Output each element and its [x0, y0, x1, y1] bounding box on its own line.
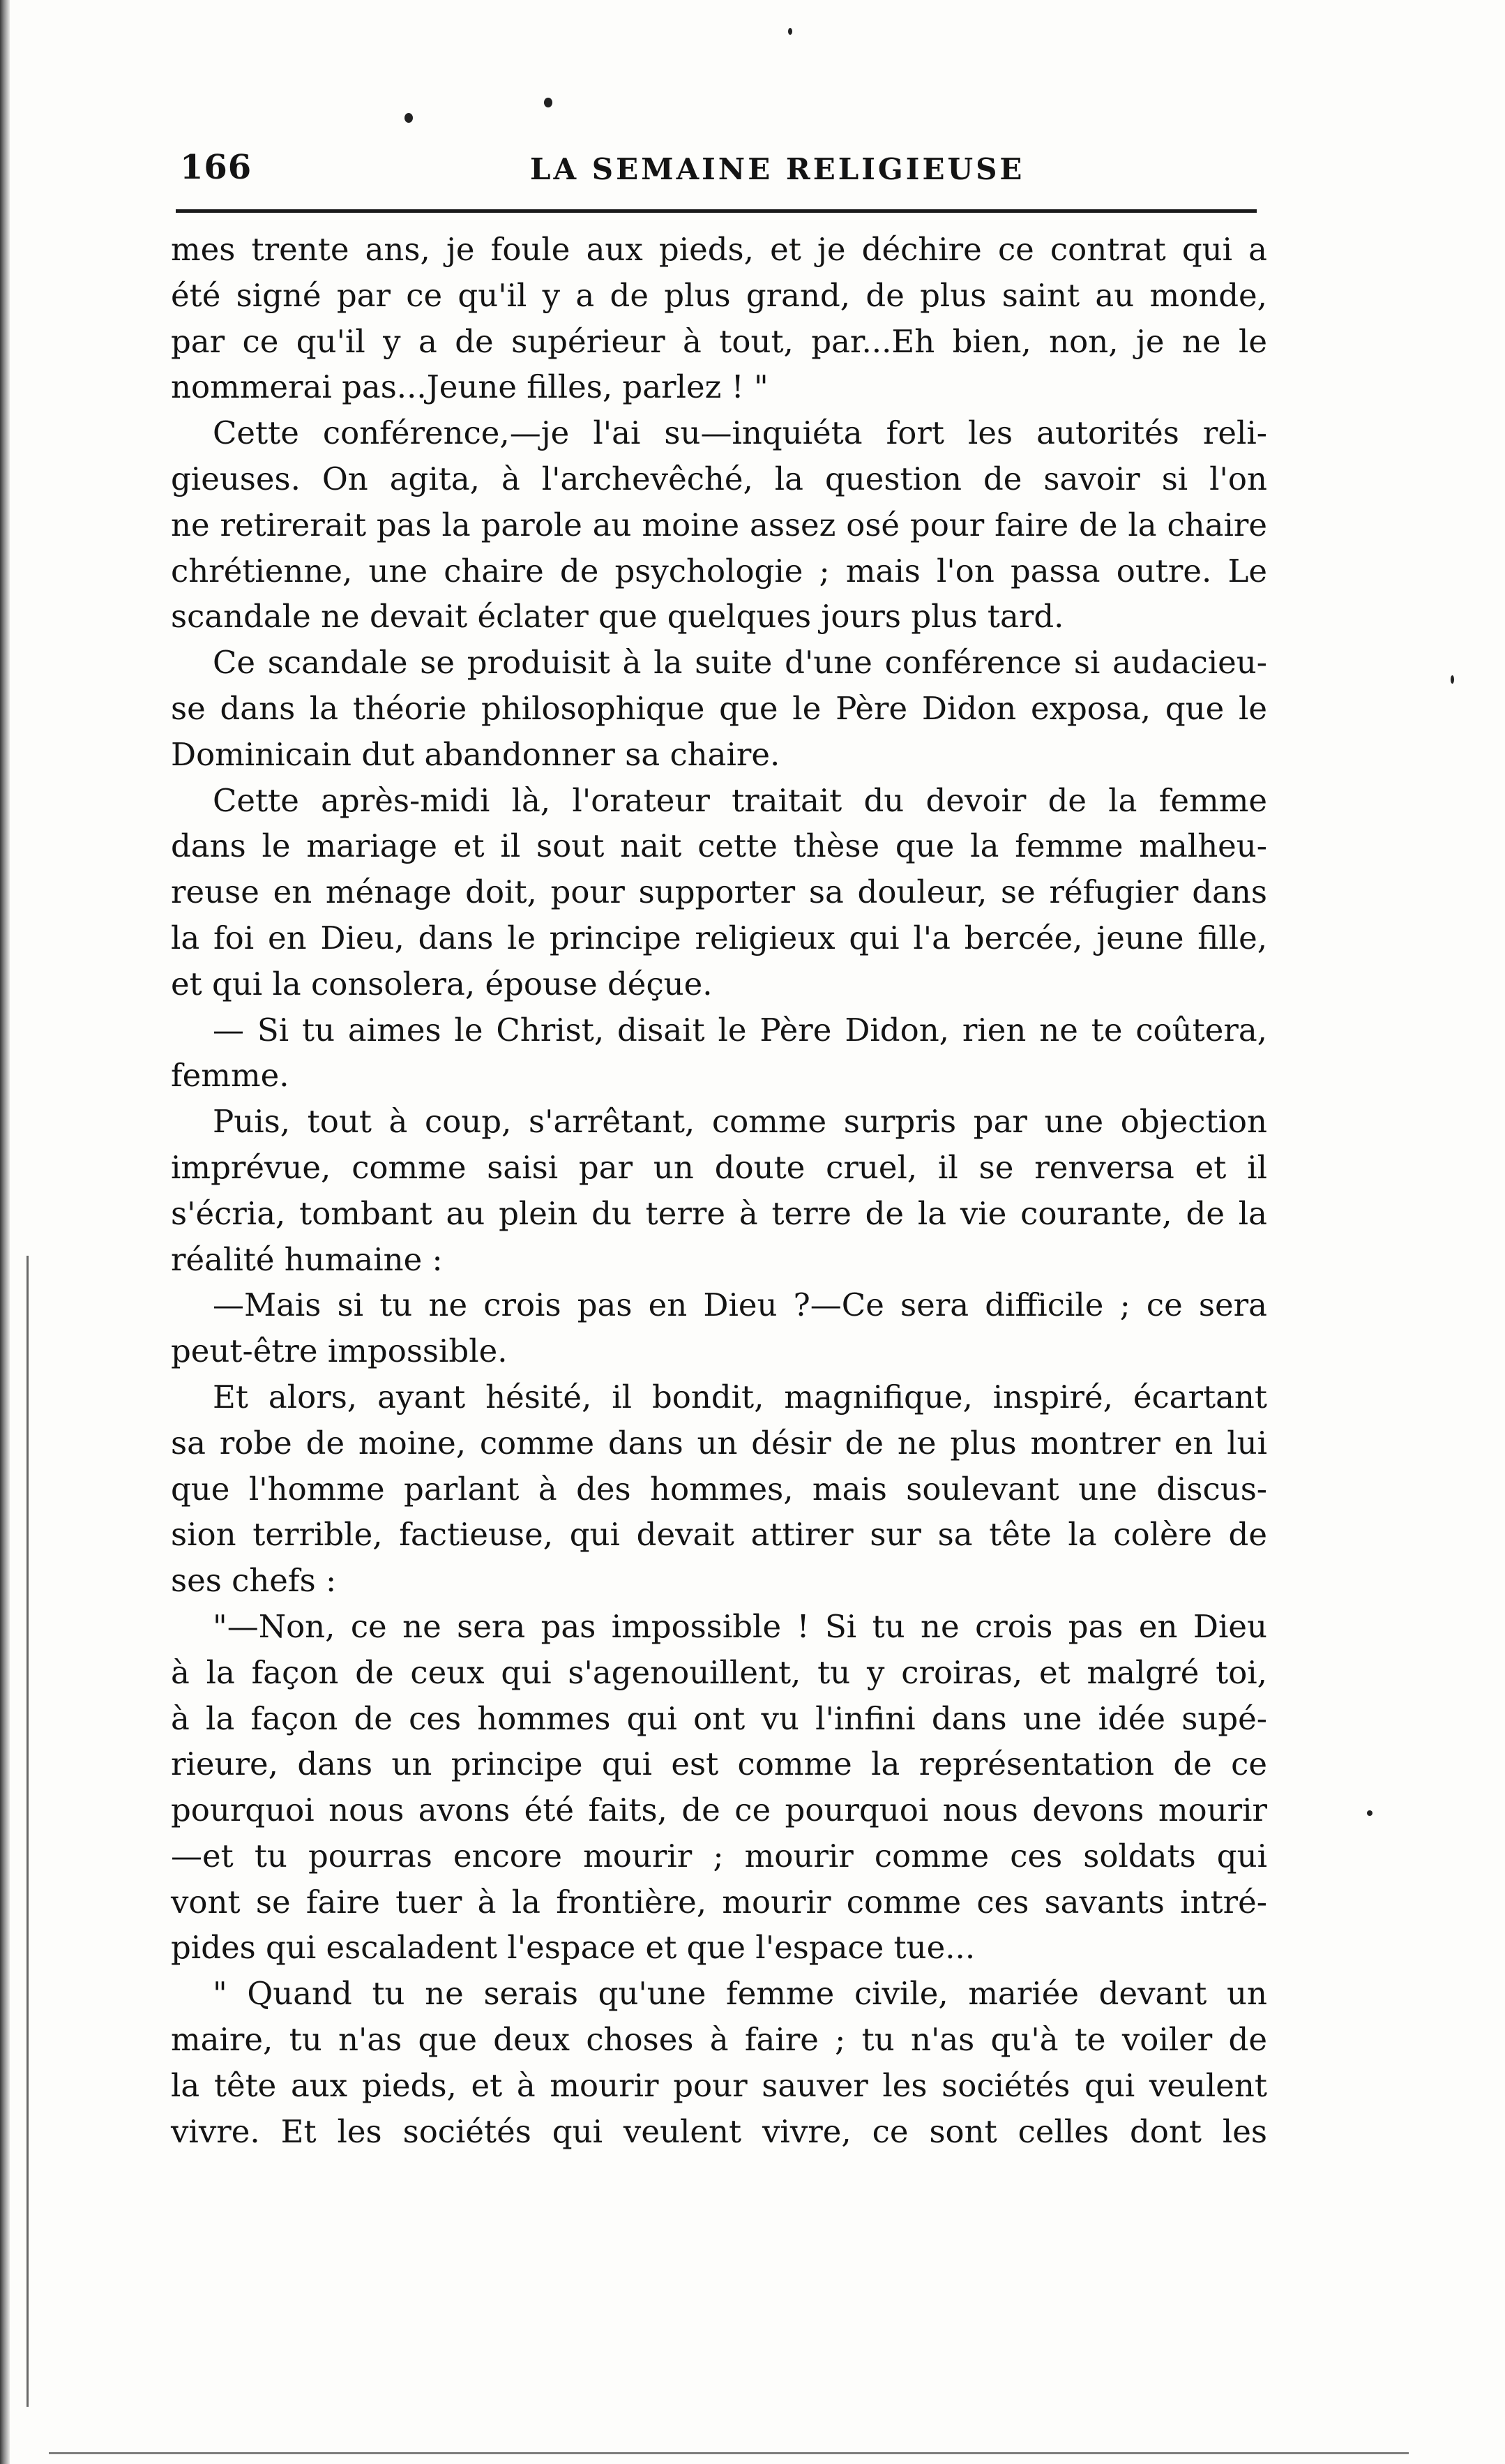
text-line: peut-être impossible.	[171, 1332, 508, 1370]
text-line: vivre. Et les sociétés qui veulent vivre, ce sont celles dont les	[171, 2112, 1267, 2150]
text-line: réalité humaine :	[171, 1240, 443, 1278]
text-line: par ce qu'il y a de supérieur à tout, par...Eh bien, non, je ne le	[171, 322, 1267, 360]
binding-shadow-line	[27, 1256, 29, 2407]
text-line: Cette après-midi là, l'orateur traitait du devoir de la femme	[213, 781, 1267, 819]
text-line: Cette conférence,—je l'ai su—inquiéta fort les autorités reli-	[213, 414, 1267, 452]
scan-speck	[404, 113, 413, 123]
text-line: Puis, tout à coup, s'arrêtant, comme surpris par une objection	[213, 1103, 1267, 1141]
text-line: ne retirerait pas la parole au moine assez osé pour faire de la chaire	[171, 506, 1267, 543]
text-line: nommerai pas...Jeune filles, parlez ! "	[171, 368, 769, 406]
scan-speck	[1451, 675, 1454, 684]
text-line: la tête aux pieds, et à mourir pour sauver les sociétés qui veulent	[171, 2066, 1267, 2104]
binding-edge	[0, 0, 10, 2464]
text-line: sion terrible, factieuse, qui devait attirer sur sa tête la colère de	[171, 1516, 1267, 1554]
text-line: Ce scandale se produisit à la suite d'une conférence si audacieu-	[213, 644, 1267, 682]
text-line: Et alors, ayant hésité, il bondit, magnifique, inspiré, écartant	[213, 1378, 1267, 1415]
text-line: — Si tu aimes le Christ, disait le Père Didon, rien ne te coûtera,	[213, 1011, 1267, 1049]
text-line: scandale ne devait éclater que quelques jours plus tard.	[171, 598, 1064, 636]
text-line: se dans la théorie philosophique que le Père Didon exposa, que le	[171, 689, 1267, 727]
text-line: et qui la consolera, épouse déçue.	[171, 965, 713, 1002]
scan-speck	[544, 98, 552, 107]
page-number: 166	[180, 148, 252, 187]
text-line: femme.	[171, 1057, 289, 1095]
text-line: chrétienne, une chaire de psychologie ; mais l'on passa outre. Le	[171, 552, 1267, 589]
text-line: sa robe de moine, comme dans un désir de ne plus montrer en lui	[171, 1424, 1267, 1462]
text-line: que l'homme parlant à des hommes, mais soulevant une discus-	[171, 1470, 1267, 1508]
body-text	[171, 227, 1267, 2154]
text-line: " Quand tu ne serais qu'une femme civile, mariée devant un	[213, 1975, 1267, 2013]
running-title: LA SEMAINE RELIGIEUSE	[530, 152, 1025, 186]
text-line: maire, tu n'as que deux choses à faire ; tu n'as qu'à te voiler de	[171, 2021, 1267, 2059]
text-line: "—Non, ce ne sera pas impossible ! Si tu ne crois pas en Dieu	[213, 1607, 1267, 1645]
header-rule	[176, 209, 1257, 213]
text-line: dans le mariage et il sout nait cette thèse que la femme malheu-	[171, 827, 1267, 865]
text-line: vont se faire tuer à la frontière, mourir comme ces savants intré-	[171, 1883, 1267, 1921]
text-line: la foi en Dieu, dans le principe religieux qui l'a bercée, jeune fille,	[171, 919, 1267, 956]
text-line: reuse en ménage doit, pour supporter sa douleur, se réfugier dans	[171, 873, 1267, 911]
text-line: à la façon de ces hommes qui ont vu l'infini dans une idée supé-	[171, 1699, 1267, 1737]
text-line: mes trente ans, je foule aux pieds, et je déchire ce contrat qui a	[171, 231, 1267, 268]
text-line: pourquoi nous avons été faits, de ce pourquoi nous devons mourir	[171, 1791, 1267, 1829]
text-line: à la façon de ceux qui s'agenouillent, tu y croiras, et malgré toi,	[171, 1653, 1267, 1691]
text-line: s'écria, tombant au plein du terre à terre de la vie courante, de la	[171, 1194, 1267, 1232]
text-line: pides qui escaladent l'espace et que l'espace tue...	[171, 1929, 976, 1967]
text-line: —et tu pourras encore mourir ; mourir comme ces soldats qui	[171, 1837, 1267, 1875]
text-line: imprévue, comme saisi par un doute cruel, il se renversa et il	[171, 1148, 1267, 1186]
text-line: été signé par ce qu'il y a de plus grand, de plus saint au monde,	[171, 276, 1267, 314]
text-line: rieure, dans un principe qui est comme la représentation de ce	[171, 1745, 1267, 1783]
text-line: Dominicain dut abandonner sa chaire.	[171, 735, 780, 773]
text-line: gieuses. On agita, à l'archevêché, la question de savoir si l'on	[171, 460, 1267, 497]
scan-speck	[1367, 1810, 1372, 1816]
bottom-edge-rule	[49, 2452, 1409, 2454]
text-line: ses chefs :	[171, 1562, 337, 1600]
text-line: —Mais si tu ne crois pas en Dieu ?—Ce sera difficile ; ce sera	[213, 1286, 1267, 1324]
scan-speck	[788, 28, 792, 35]
